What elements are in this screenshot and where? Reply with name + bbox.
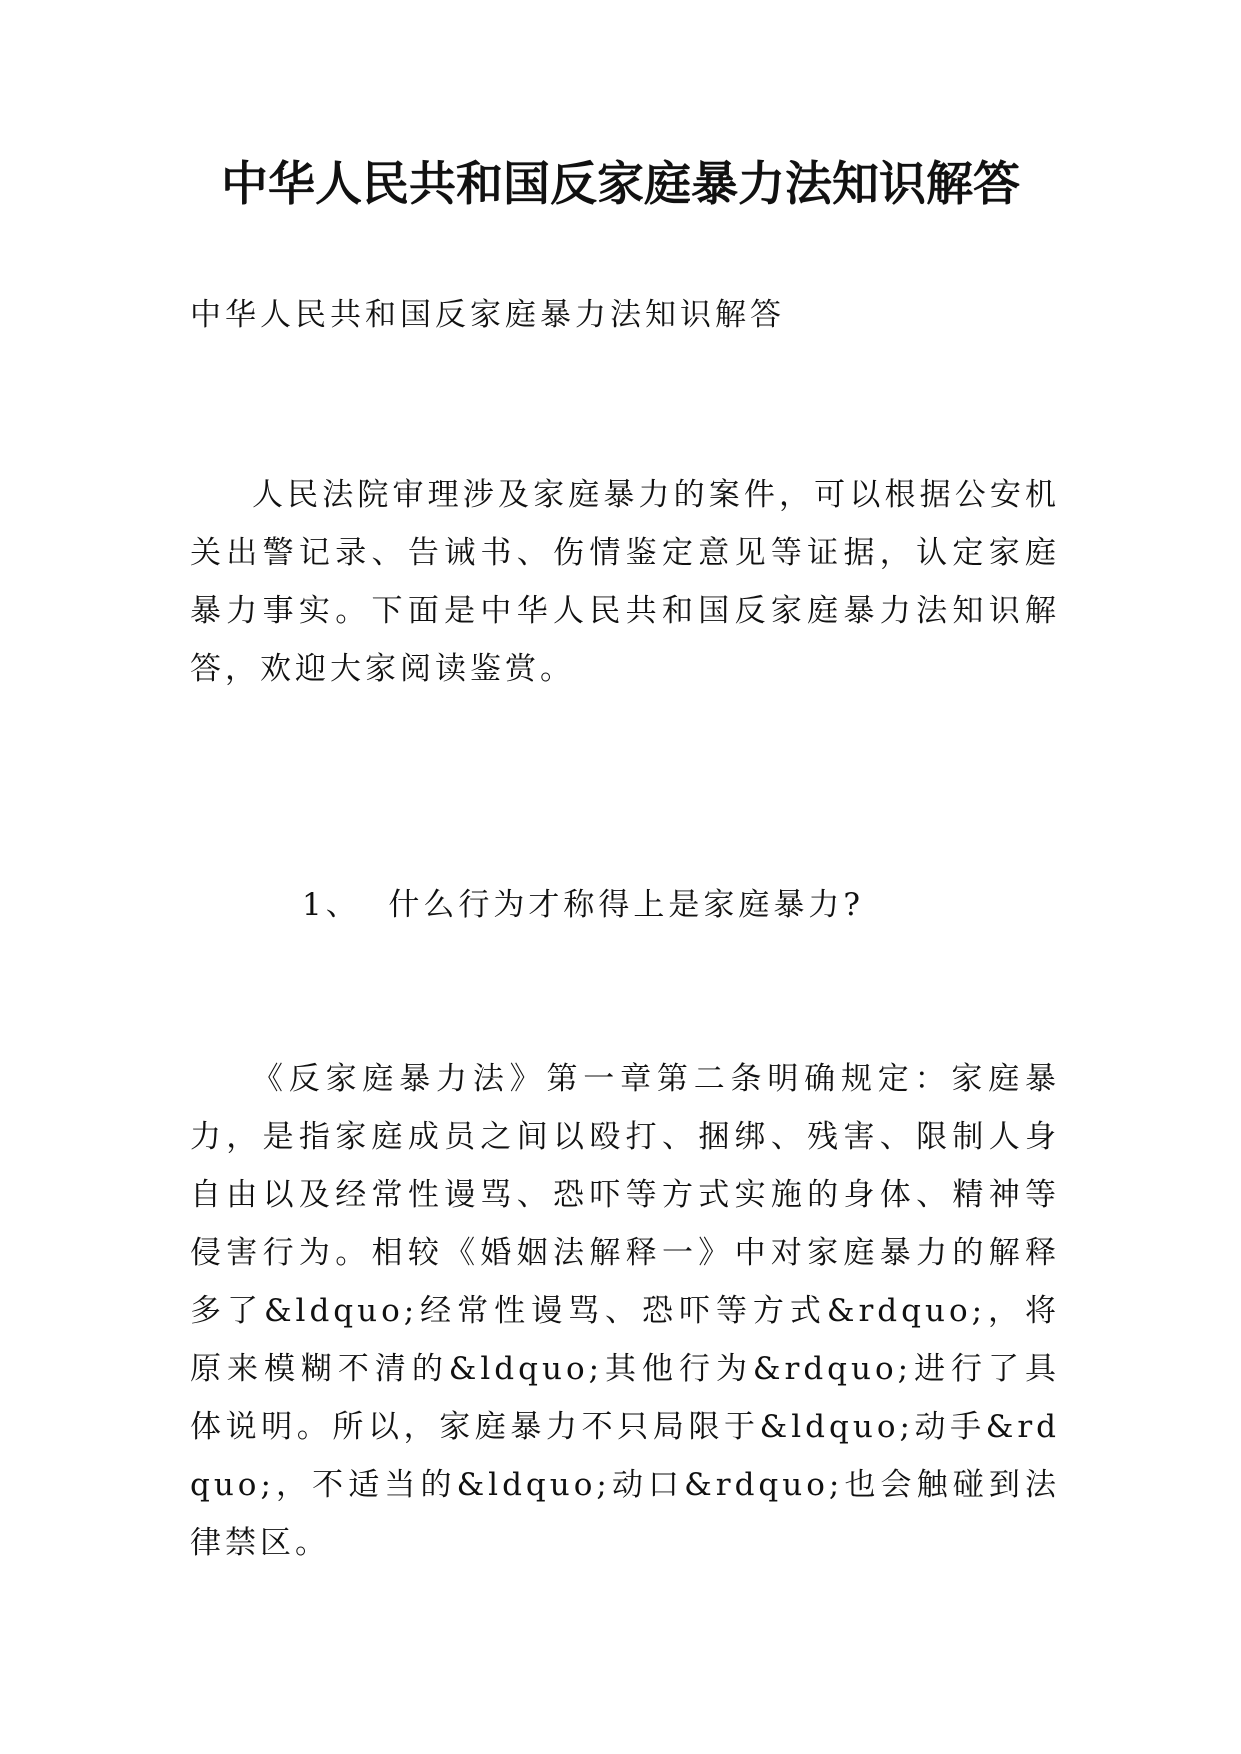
section-1-heading: 1、 什么行为才称得上是家庭暴力?: [302, 887, 865, 923]
document-subtitle: 中华人民共和国反家庭暴力法知识解答: [190, 297, 785, 333]
section-1-paragraph: 《反家庭暴力法》第一章第二条明确规定：家庭暴力，是指家庭成员之间以殴打、捆绑、残害、限制人身自由以及经常性谩骂、恐吓等方式实施的身体、精神等侵害行为。相较《婚姻法解释一》中对家庭暴力的解释多了&ldquo;经常性谩骂、恐吓等方式&rdquo;，将原来模糊不清的&ldquo;其他行为&rdquo;进行了具体说明。所以，家庭暴力不只局限于&ldquo;动手&rdquo;，不适当的&ldquo;动口&rdquo;也会触碰到法律禁区。: [190, 1061, 1060, 1561]
intro-paragraph: 人民法院审理涉及家庭暴力的案件，可以根据公安机关出警记录、告诫书、伤情鉴定意见等证据，认定家庭暴力事实。下面是中华人民共和国反家庭暴力法知识解答，欢迎大家阅读鉴赏。: [190, 477, 1060, 687]
document-title: 中华人民共和国反家庭暴力法知识解答: [221, 157, 1020, 212]
